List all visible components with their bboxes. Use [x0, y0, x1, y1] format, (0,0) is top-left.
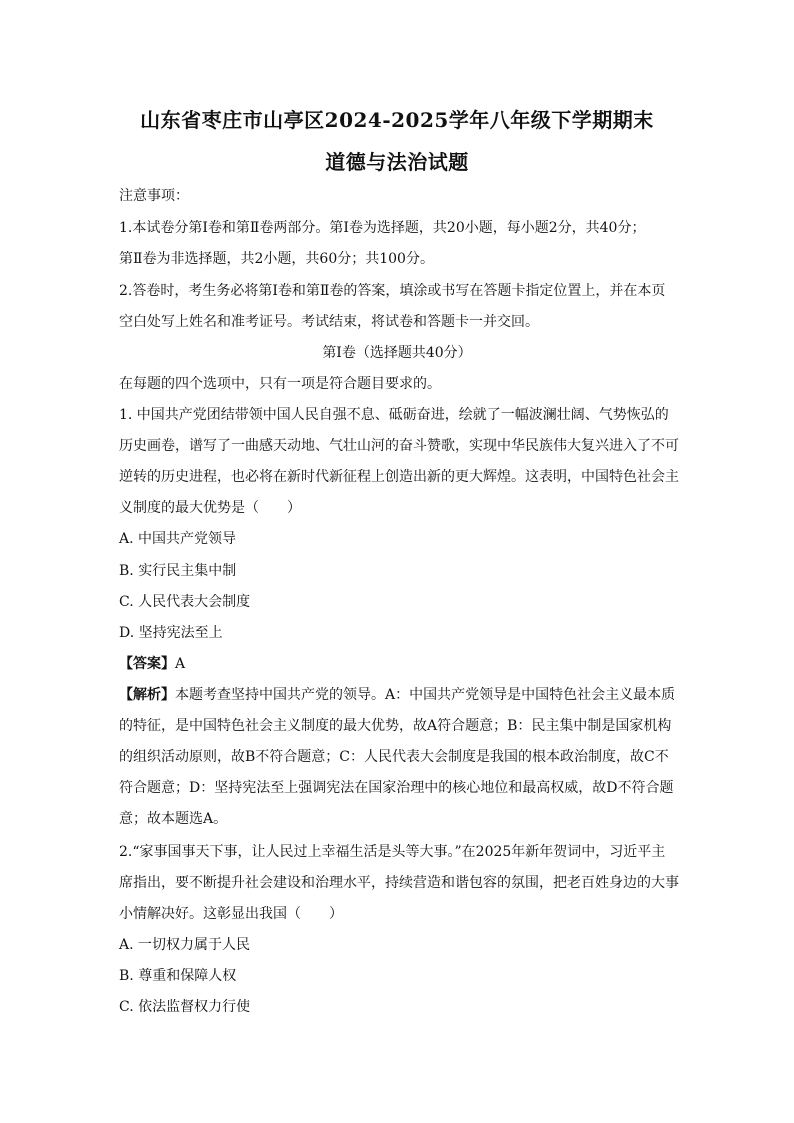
- exam-subject-title: 道德与法治试题: [325, 150, 469, 174]
- question-1-analysis-line: 的组织活动原则，故B不符合题意；C：人民代表大会制度是我国的根本政治制度，故C不: [119, 749, 669, 765]
- notice-1-line-1: 1.本试卷分第Ⅰ卷和第Ⅱ卷两部分。第Ⅰ卷为选择题，共20小题，每小题2分，共40分；: [119, 220, 646, 236]
- question-1-analysis-line: 符合题意；D：坚持宪法至上强调宪法在国家治理中的核心地位和最高权威，故D不符合题: [119, 780, 674, 796]
- question-2-stem-line: 小情解决好。这彰显出我国（ ）: [119, 906, 343, 922]
- section-title: 第Ⅰ卷（选择题共40分）: [322, 345, 472, 361]
- notice-2-line-2: 空白处写上姓名和准考证号。考试结束，将试卷和答题卡一并交回。: [119, 314, 539, 330]
- question-1-answer: [119, 654, 689, 674]
- question-1-option-b: B. 实行民主集中制: [119, 563, 237, 579]
- question-2-option-a: A. 一切权力属于人民: [119, 937, 251, 953]
- analysis-text: 本题考查坚持中国共产党的领导。A：中国共产党领导是中国特色社会主义最本质: [175, 687, 676, 703]
- question-1-stem-line: 1. 中国共产党团结带领中国人民自强不息、砥砺奋进，绘就了一幅波澜壮阔、气势恢弘的: [119, 407, 669, 423]
- question-2-stem-line: 2.“家事国事天下事，让人民过上幸福生活是头等大事。”在2025年新年贺词中，习近平主: [119, 844, 666, 860]
- section-instruction: 在每题的四个选项中，只有一项是符合题目要求的。: [119, 376, 441, 392]
- exam-title: 山东省枣庄市山亭区2024-2025学年八年级下学期期末: [140, 108, 654, 132]
- question-2-option-b: B. 尊重和保障人权: [119, 968, 237, 984]
- question-1-analysis-line: 意；故本题选A。: [119, 811, 228, 827]
- analysis-label: 【解析】: [119, 687, 175, 703]
- notice-heading: 注意事项：: [119, 188, 189, 204]
- answer-label: 【答案】: [119, 656, 175, 672]
- question-1-stem-line: 义制度的最大优势是（ ）: [119, 500, 301, 516]
- answer-value: A: [175, 656, 186, 672]
- question-1-stem-line: 历史画卷，谱写了一曲感天动地、气壮山河的奋斗赞歌，实现中华民族伟大复兴进入了不可: [119, 438, 679, 454]
- notice-1-line-2: 第Ⅱ卷为非选择题，共2小题，共60分；共100分。: [119, 251, 434, 267]
- question-1-option-d: D. 坚持宪法至上: [119, 625, 223, 641]
- question-1-option-a: A. 中国共产党领导: [119, 531, 237, 547]
- notice-2-line-1: 2.答卷时，考生务必将第Ⅰ卷和第Ⅱ卷的答案，填涂或书写在答题卡指定位置上，并在本页: [119, 283, 666, 299]
- question-1-option-c: C. 人民代表大会制度: [119, 594, 251, 610]
- question-1-analysis-line: [119, 685, 689, 705]
- question-1-stem-line: 逆转的历史进程，也必将在新时代新征程上创造出新的更大辉煌。这表明，中国特色社会主: [119, 469, 679, 485]
- question-2-stem-line: 席指出，要不断提升社会建设和治理水平，持续营造和谐包容的氛围，把老百姓身边的大事: [119, 875, 679, 891]
- question-2-option-c: C. 依法监督权力行使: [119, 999, 251, 1015]
- question-1-analysis-line: 的特征，是中国特色社会主义制度的最大优势，故A符合题意；B：民主集中制是国家机构: [119, 718, 672, 734]
